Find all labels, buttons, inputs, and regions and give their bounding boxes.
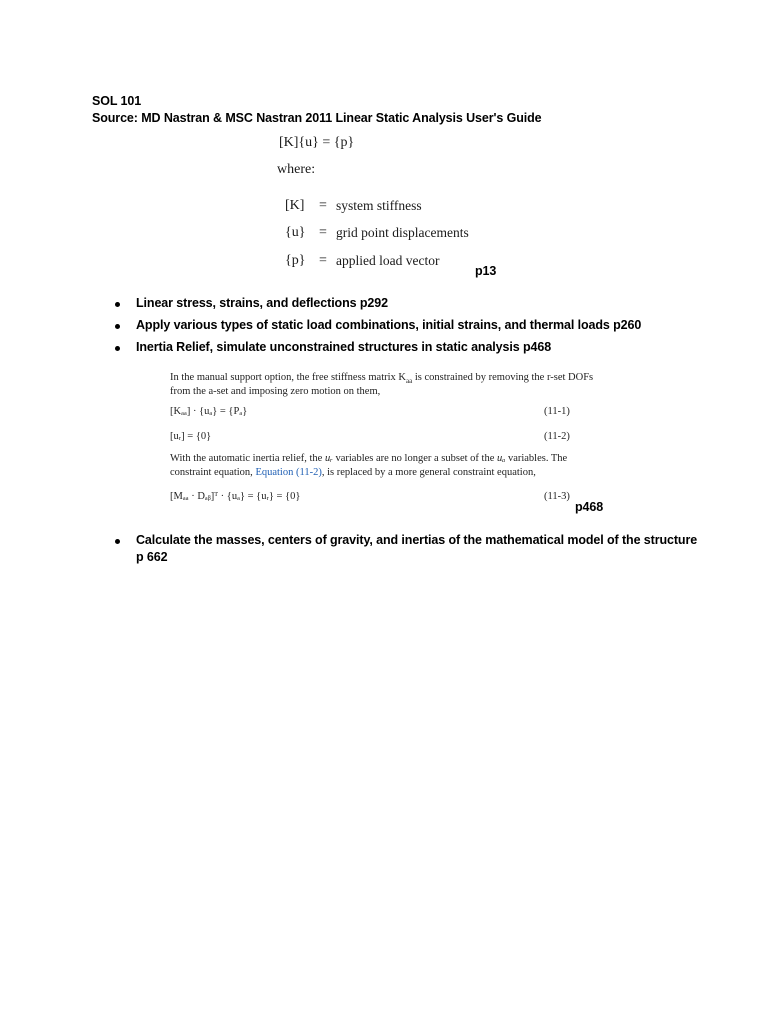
excerpt-equation-11-2-number: (11-2) bbox=[544, 431, 570, 442]
bullet-dot bbox=[115, 302, 120, 307]
excerpt-para2-line1: With the automatic inertia relief, the uᵣ variables are no longer a subset of the uₐ variables. The bbox=[170, 453, 568, 464]
bullet-mass-properties: Calculate the masses, centers of gravity, and inertias of the mathematical model of the structure bbox=[136, 533, 698, 547]
excerpt-equation-11-1: [Kₐₐ] · {uₐ} = {Pₐ} bbox=[170, 406, 248, 417]
excerpt-equation-11-1-number: (11-1) bbox=[544, 406, 570, 417]
page-ref-p13: p13 bbox=[475, 264, 497, 278]
excerpt-para2-line2: constraint equation, Equation (11-2), is replaced by a more general constraint equation, bbox=[170, 467, 536, 478]
definition-meaning-p: applied load vector bbox=[336, 253, 440, 268]
definition-symbol-p: {p} bbox=[285, 253, 306, 268]
where-label: where: bbox=[277, 162, 316, 177]
definition-symbol-u: {u} bbox=[285, 225, 306, 240]
definition-equals-p: = bbox=[319, 253, 327, 268]
bullet-dot bbox=[115, 539, 120, 544]
definition-equals-k: = bbox=[319, 198, 327, 213]
bullet-linear-stress: Linear stress, strains, and deflections p292 bbox=[136, 296, 388, 310]
doc-title: SOL 101 bbox=[92, 94, 142, 108]
equation-11-2-link[interactable]: Equation (11-2) bbox=[255, 467, 322, 478]
definition-meaning-k: system stiffness bbox=[336, 198, 422, 213]
excerpt-para1-line2: from the a-set and imposing zero motion on them, bbox=[170, 386, 381, 397]
definition-meaning-u: grid point displacements bbox=[336, 225, 469, 240]
excerpt-equation-11-2: [uᵣ] = {0} bbox=[170, 431, 212, 442]
definition-equals-u: = bbox=[319, 225, 327, 240]
bullet-mass-properties-page: p 662 bbox=[136, 550, 168, 564]
bullet-dot bbox=[115, 324, 120, 329]
source-line: Source: MD Nastran & MSC Nastran 2011 Linear Static Analysis User's Guide bbox=[92, 111, 542, 125]
bullet-dot bbox=[115, 346, 120, 351]
excerpt-equation-11-3-number: (11-3) bbox=[544, 491, 570, 502]
bullet-inertia-relief: Inertia Relief, simulate unconstrained structures in static analysis p468 bbox=[136, 340, 552, 354]
page-ref-p468: p468 bbox=[575, 500, 604, 514]
bullet-static-loads: Apply various types of static load combinations, initial strains, and thermal loads p260 bbox=[136, 318, 642, 332]
main-equation: [K]{u} = {p} bbox=[279, 135, 355, 150]
excerpt-para1-line1: In the manual support option, the free stiffness matrix $K_{aa}$ is constrained by removing the r-set DOFs bbox=[170, 372, 594, 386]
excerpt-equation-11-3: [Mₐₐ · Dₐᵦ]ᵀ · {uₐ} = {uᵣ} = {0} bbox=[170, 491, 301, 502]
definition-symbol-k: [K] bbox=[285, 198, 305, 213]
